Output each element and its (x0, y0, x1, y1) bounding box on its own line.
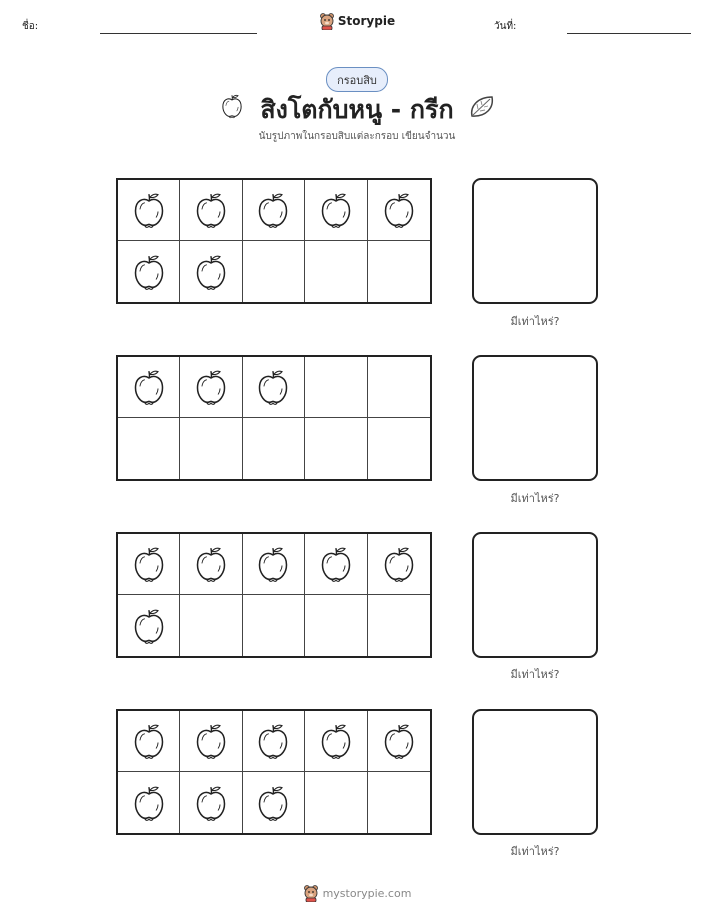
ten-frame-3 (116, 532, 432, 658)
ten-frame-1 (116, 178, 432, 304)
question-label-4: มีเท่าไหร่? (510, 845, 560, 858)
date-label: วันที่: (494, 21, 517, 32)
ten-frame-cell (243, 772, 305, 833)
ten-frame-2 (116, 355, 432, 481)
apple-icon (255, 782, 291, 824)
ten-frame-cell (180, 180, 242, 241)
ten-frame-cell (305, 711, 367, 772)
ten-frame-cell (180, 357, 242, 418)
ten-frame-cell (243, 241, 305, 302)
question-label-3: มีเท่าไหร่? (510, 668, 560, 681)
apple-icon (255, 720, 291, 762)
answer-box-1[interactable] (472, 178, 598, 304)
name-label: ชื่อ: (22, 21, 39, 32)
answer-box-3[interactable] (472, 532, 598, 658)
ten-frame-cell (368, 595, 430, 656)
apple-icon (255, 543, 291, 585)
ten-frame-cell (305, 595, 367, 656)
ten-frame-cell (368, 772, 430, 833)
apple-icon (193, 251, 229, 293)
ten-frame-cell (305, 241, 367, 302)
ten-frame-cell (118, 711, 180, 772)
apple-icon (131, 782, 167, 824)
apple-icon (318, 543, 354, 585)
apple-icon (318, 189, 354, 231)
apple-icon (131, 189, 167, 231)
ten-frame-cell (243, 357, 305, 418)
ten-frame-cell (118, 595, 180, 656)
brand-name: Storypie (337, 14, 396, 28)
apple-icon (131, 543, 167, 585)
apple-icon (255, 366, 291, 408)
ten-frame-cell (243, 534, 305, 595)
apple-icon (255, 189, 291, 231)
apple-icon (381, 543, 417, 585)
apple-icon (131, 251, 167, 293)
worksheet-subtitle: นับรูปภาพในกรอบสิบแต่ละกรอบ เขียนจำนวน (258, 131, 456, 142)
worksheet-tag: กรอบสิบ (326, 67, 388, 92)
storypie-footer-logo-icon (303, 884, 319, 902)
ten-frame-cell (243, 180, 305, 241)
footer (0, 884, 714, 902)
brand (0, 12, 714, 30)
ten-frame-cell (180, 241, 242, 302)
ten-frame-cell (118, 534, 180, 595)
apple-icon (318, 720, 354, 762)
ten-frame-cell (243, 418, 305, 479)
ten-frame-cell (180, 772, 242, 833)
ten-frame-cell (180, 711, 242, 772)
date-line[interactable] (567, 33, 691, 34)
ten-frame-cell (180, 418, 242, 479)
ten-frame-cell (180, 534, 242, 595)
ten-frame-cell (305, 772, 367, 833)
apple-icon (193, 720, 229, 762)
ten-frame-cell (118, 180, 180, 241)
apple-icon (131, 605, 167, 647)
ten-frame-cell (118, 418, 180, 479)
answer-box-4[interactable] (472, 709, 598, 835)
ten-frame-4 (116, 709, 432, 835)
question-label-1: มีเท่าไหร่? (510, 315, 560, 328)
footer-url: mystorypie.com (322, 886, 412, 900)
ten-frame-cell (368, 711, 430, 772)
ten-frame-cell (305, 180, 367, 241)
ten-frame-cell (368, 357, 430, 418)
ten-frame-cell (243, 595, 305, 656)
question-label-2: มีเท่าไหร่? (510, 492, 560, 505)
ten-frame-cell (118, 241, 180, 302)
apple-icon (381, 720, 417, 762)
leaf-outline-icon (468, 94, 496, 120)
name-line[interactable] (100, 33, 257, 34)
ten-frame-cell (118, 772, 180, 833)
storypie-logo-icon (319, 12, 335, 30)
apple-icon (381, 189, 417, 231)
ten-frame-cell (305, 534, 367, 595)
apple-icon (193, 189, 229, 231)
worksheet-title: สิงโตกับหนู - กรีก (260, 95, 454, 124)
apple-icon (131, 366, 167, 408)
ten-frame-cell (368, 534, 430, 595)
apple-icon (193, 366, 229, 408)
ten-frame-cell (368, 418, 430, 479)
apple-icon (193, 543, 229, 585)
ten-frame-cell (368, 241, 430, 302)
ten-frame-cell (305, 418, 367, 479)
apple-icon (131, 720, 167, 762)
ten-frame-cell (118, 357, 180, 418)
ten-frame-cell (243, 711, 305, 772)
apple-icon (193, 782, 229, 824)
answer-box-2[interactable] (472, 355, 598, 481)
ten-frame-cell (368, 180, 430, 241)
ten-frame-cell (180, 595, 242, 656)
ten-frame-cell (305, 357, 367, 418)
